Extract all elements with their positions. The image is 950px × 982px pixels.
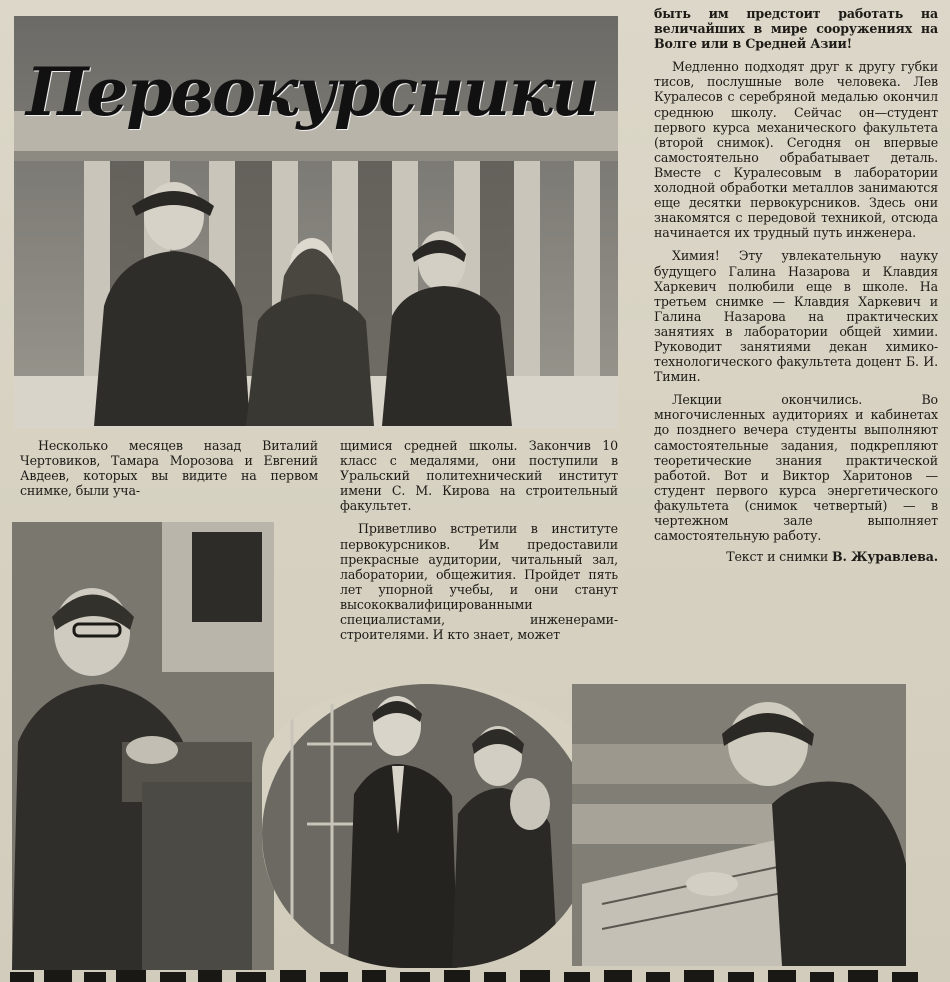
credit-author: В. Журавлева. [832, 549, 938, 565]
right-column-paragraph-2: Химия! Эту увлекательную науку будущего Галина Назарова и Клавдия Харкевич полюбили еще в школе. На третьем снимке — Клавдия Харкевич и Галина Назарова на практических занятиях в лаборатории общей химии. Руководит занятиями декан химико-технологического факультета доцент Б. И. Тимин. [654, 248, 938, 385]
credit-prefix: Текст и снимки [726, 549, 829, 565]
right-column-paragraph-1: Медленно подходят друг к другу губки тисов, послушные воле человека. Лев Куралесов с серебряной медалью окончил среднюю школу. Сейчас он—студент первого курса механического факультета (второй снимок). Сегодня он впервые самостоятельно обрабатывает деталь. Вместе с Куралесовым в лаборатории холодной обработки металлов занимаются еще десятки первокурсников. Здесь они знакомятся с передовой техникой, отсюда начинается их трудный путь инженера. [654, 59, 938, 241]
photo-3-drawing [262, 684, 592, 968]
middle-column [340, 438, 618, 642]
right-column-paragraph-3: Лекции окончились. Во многочисленных аудиториях и кабинетах до позднего вечера студенты выполняют самостоятельные задания, подкрепляют теоретические знания практической работой. Вот и Виктор Харитонов — студент первого курса энергетического факультета (снимок четвертый) — в чертежном зале выполняет самостоятельную работу. [654, 392, 938, 544]
caption-left-column [20, 438, 318, 498]
caption-left-text: Несколько месяцев назад Виталий Чертовиков, Тамара Морозова и Евгений Авдеев, которых вы видите на первом снимке, были уча- [20, 438, 318, 499]
photo-student-at-vise [12, 522, 274, 970]
next-article-letters [0, 966, 950, 982]
photo-2-drawing [12, 522, 274, 970]
middle-column-paragraph-2: Приветливо встретили в институте первокурсников. Им предоставили прекрасные аудитории, читальный зал, лаборатории, общежития. Пройдет пять лет упорной учебы, и они станут высококвалифицированными специалистами, инженерами-строителями. И кто знает, может [340, 521, 618, 643]
photo-drafting-room [572, 684, 906, 966]
headline: Первокурсники [26, 53, 598, 131]
next-article-strip [0, 966, 950, 982]
right-column [654, 6, 938, 564]
right-column-paragraph-0: быть им предстоит работать на величайших в мире сооружениях на Волге или в Средней Азии! [654, 6, 938, 52]
photo-4-drawing [572, 684, 906, 966]
photo-credit [654, 549, 938, 564]
photo-chemistry-lab [262, 684, 592, 968]
middle-column-paragraph-1: щимися средней школы. Закончив 10 класс с медалями, они поступили в Уральский политехнический институт имени С. М. Кирова на строительный факультет. [340, 438, 618, 514]
